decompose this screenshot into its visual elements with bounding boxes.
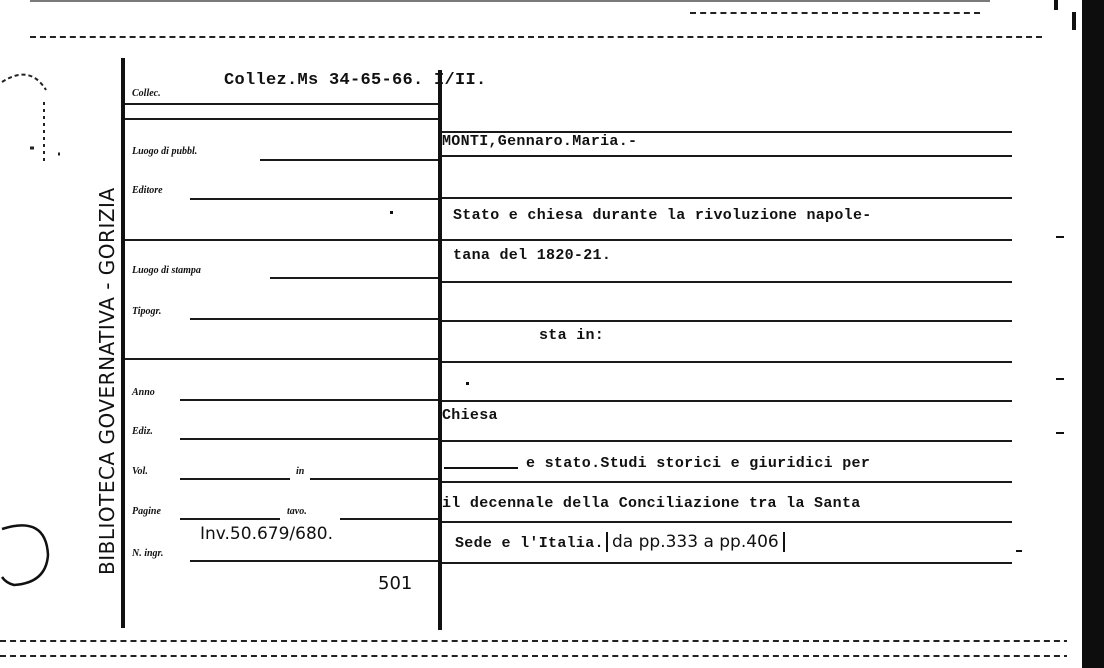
dash-mark-4 <box>1016 550 1022 552</box>
label-edizione: Ediz. <box>132 426 153 437</box>
left-rule-11 <box>180 478 290 480</box>
right-rule-5 <box>442 281 1012 283</box>
left-rule-14 <box>340 518 438 520</box>
left-rule-7 <box>190 318 438 320</box>
right-edge-white <box>1067 0 1081 668</box>
right-edge-tick <box>1054 0 1058 10</box>
left-rule-10 <box>180 438 438 440</box>
right-rule-6 <box>442 320 1012 322</box>
dot-mark-2 <box>466 382 469 385</box>
dot-mark-1 <box>390 211 393 214</box>
label-collocazione: Collec. <box>132 88 161 99</box>
title-line-1: Stato e chiesa durante la rivoluzione napole- <box>453 207 872 224</box>
source-line-3: il decennale della Conciliazione tra la Santa <box>442 495 861 512</box>
left-rule-1 <box>125 103 438 105</box>
left-rule-12 <box>310 478 438 480</box>
label-tipografia: Tipogr. <box>132 306 162 317</box>
left-rule-4 <box>190 198 438 200</box>
left-rule-13 <box>180 518 280 520</box>
label-luogo-pubblicazione: Luogo di pubbl. <box>132 146 198 157</box>
label-pagine: Pagine <box>132 506 161 517</box>
source-line-1: Chiesa <box>442 407 498 424</box>
title-line-2: tana del 1820-21. <box>453 247 612 264</box>
left-rule-9 <box>180 399 438 401</box>
right-rule-9 <box>442 440 1012 442</box>
sta-in-label: sta in: <box>539 327 605 344</box>
label-tavole: tavo. <box>287 506 307 517</box>
pages-range: da pp.333 a pp.406 <box>606 532 785 552</box>
right-rule-11 <box>442 521 1012 523</box>
library-header: BIBLIOTECA GOVERNATIVA - GORIZIA <box>95 187 119 575</box>
top-dashed-rule-1 <box>30 0 990 2</box>
center-column-rule <box>438 70 442 630</box>
left-rule-5 <box>125 239 438 241</box>
source-blank-rule <box>444 467 518 469</box>
right-rule-12 <box>442 562 1012 564</box>
label-numero-ingresso: N. ingr. <box>132 548 164 559</box>
right-rule-3 <box>442 197 1012 199</box>
right-edge-bar <box>1082 0 1104 668</box>
right-rule-7 <box>442 361 1012 363</box>
label-editore: Editore <box>132 185 163 196</box>
source-line-2: e stato.Studi storici e giuridici per <box>526 455 871 472</box>
right-rule-10 <box>442 481 1012 483</box>
left-rule-2 <box>125 118 438 120</box>
right-rule-2 <box>442 155 1012 157</box>
punch-hole-bottom <box>0 515 60 595</box>
punch-hole-top <box>0 62 60 172</box>
right-rule-8 <box>442 400 1012 402</box>
left-rule-3 <box>260 159 438 161</box>
top-dashed-rule-3 <box>690 12 980 14</box>
collocazione-value: Collez.Ms 34-65-66. I/II. <box>224 71 487 90</box>
inventory-number: Inv.50.679/680. <box>200 524 333 544</box>
top-dashed-rule-2 <box>30 36 1042 38</box>
label-luogo-stampa: Luogo di stampa <box>132 265 201 276</box>
label-anno: Anno <box>132 387 155 398</box>
dash-mark-1 <box>1056 236 1064 238</box>
left-rule-8 <box>125 358 438 360</box>
left-margin-rule <box>121 58 125 628</box>
right-rule-4 <box>442 239 1012 241</box>
source-line-4: Sede e l'Italia. <box>455 535 604 552</box>
bottom-dashed-rule-1 <box>0 640 1080 642</box>
handwritten-note: 501 <box>378 573 413 594</box>
label-volume: Vol. <box>132 466 148 477</box>
right-edge-tick2 <box>1072 12 1076 30</box>
left-rule-15 <box>190 560 438 562</box>
left-rule-6 <box>270 277 438 279</box>
label-in: in <box>296 466 305 477</box>
dash-mark-3 <box>1056 432 1064 434</box>
author-name: MONTI,Gennaro.Maria.- <box>442 133 638 150</box>
dash-mark-2 <box>1056 378 1064 380</box>
bottom-dashed-rule-2 <box>0 655 1080 657</box>
